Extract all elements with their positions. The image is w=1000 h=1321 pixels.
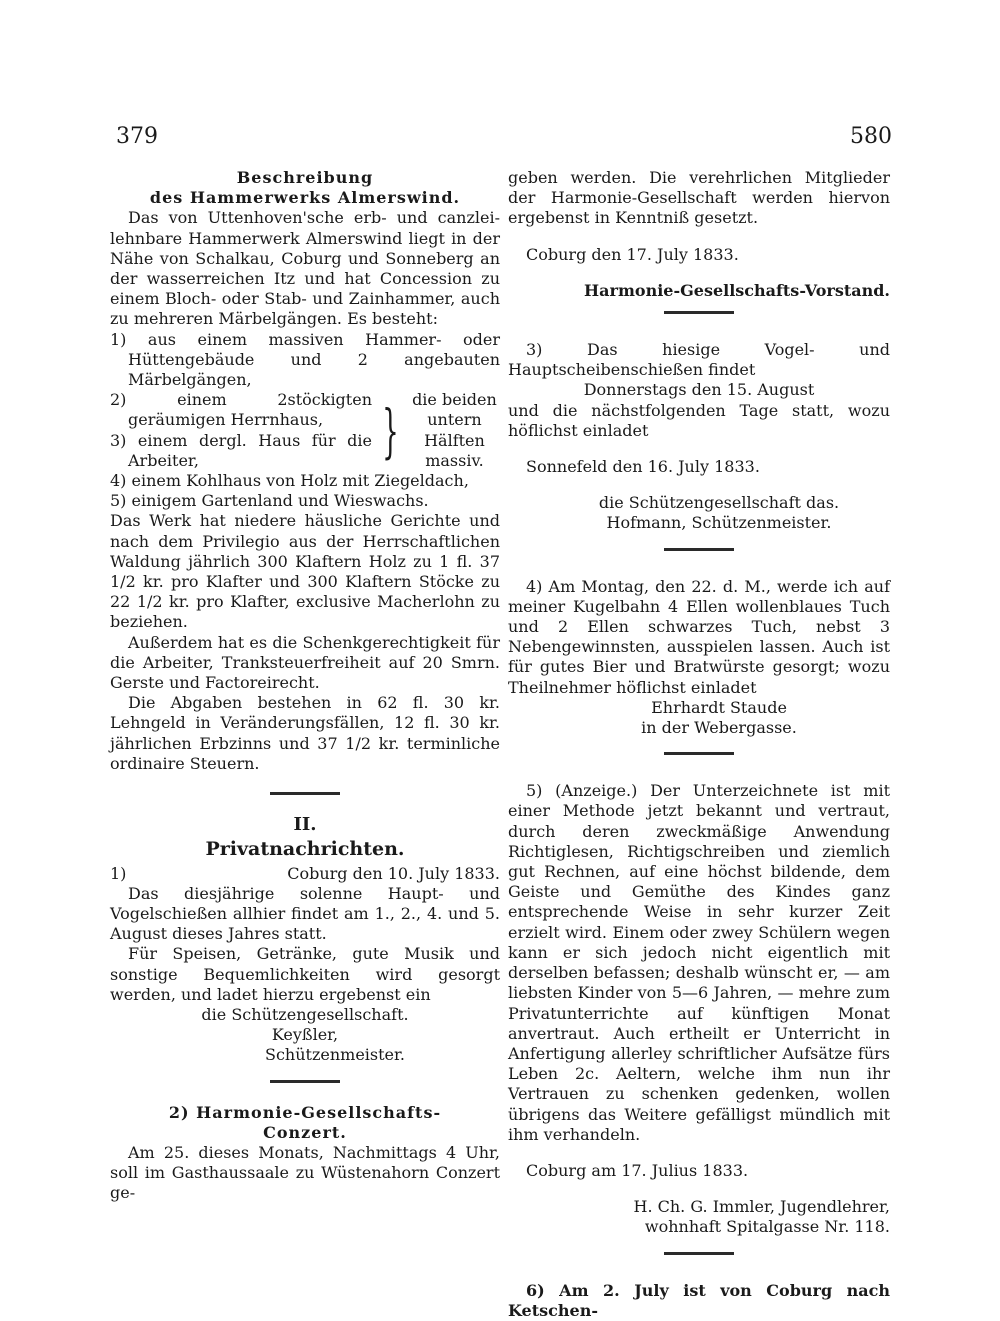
intro-paragraph: Das von Uttenhoven'sche erb- und canzlei-lehnbare Hammerwerk Almerswind liegt in der Nähe von Schalkau, Coburg und Sonneberg an der wasserreichen Itz und hat Concession zu einem Bloch- oder Stab- und Zainhammer, auch zu mehreren Märbelgängen. Es besteht: (110, 208, 500, 329)
divider-rule (270, 1080, 340, 1083)
list-item-1: 1) aus einem massiven Hammer- oder Hüttengebäude und 2 angebauten Märbelgängen, (110, 329, 500, 390)
notice-1-signature: die Schützengesellschaft. (201, 1004, 409, 1024)
divider-rule (664, 311, 734, 314)
notice-5-address: wohnhaft Spitalgasse Nr. 118. (644, 1217, 890, 1237)
page-number-right: 580 (850, 124, 892, 149)
paragraph-rights: Außerdem hat es die Schenkgerechtigkeit für die Arbeiter, Trankstеuerfreiheit auf 20 Smrn. Gerste und Factoreirecht. (110, 632, 500, 693)
notice-4-text: 4) Am Montag, den 22. d. M., werde ich auf meiner Kugelbahn 4 Ellen wollenblaues Tuch und 2 Ellen schwarzes Tuch, nebst 3 Nebengewinnsten, ausspielen lassen. Auch ist für gutes Bier und Bratwürste gesorgt; wozu Theilnehmer höflichst einladet (508, 576, 890, 697)
notice-4-address: in der Webergasse. (641, 718, 797, 738)
brace-note: die beiden untern Hälften massiv. (412, 390, 497, 470)
brace-group (110, 390, 500, 471)
notice-2-date: Coburg den 17. July 1833. (526, 244, 739, 264)
notice-2-title: 2) Harmonie-Gesellschafts- (168, 1102, 442, 1122)
divider-rule (664, 1252, 734, 1255)
section-number: II. (293, 814, 317, 836)
left-column (110, 168, 500, 1204)
list-item-5: 5) einigem Gartenland und Wieswachs. (110, 491, 429, 511)
article-heading: Beschreibung (236, 168, 374, 187)
notice-1-signer: Keyßler, (271, 1025, 339, 1045)
notice-1-text: Das diesjährige solenne Haupt- und Vogelschießen allhier findet am 1., 2., 4. und 5. August dieses Jahres statt. (110, 883, 500, 944)
notice-2-signature: Harmonie-Gesellschafts-Vorstand. (584, 280, 890, 300)
notice-1-header (110, 864, 500, 884)
notice-3-place-date: Sonnefeld den 16. July 1833. (526, 457, 760, 477)
notice-3-text: 3) Das hiesige Vogel- und Hauptscheibenschießen findet (508, 340, 890, 380)
notice-4-signer: Ehrhardt Staude (651, 697, 787, 717)
notice-5-signer: H. Ch. G. Immler, Jugendlehrer, (633, 1197, 890, 1217)
list-item-4: 4) einem Kohlhaus von Holz mit Ziegeldach, (110, 471, 469, 491)
divider-rule (270, 792, 340, 795)
notice-3-signer: Hofmann, Schützenmeister. (606, 513, 832, 533)
divider-rule (664, 548, 734, 551)
article-subheading: des Hammerwerks Almerswind. (149, 188, 461, 208)
notice-2-subtitle: Conzert. (263, 1122, 347, 1142)
notice-5-date: Coburg am 17. Julius 1833. (526, 1160, 749, 1180)
notice-5-text: 5) (Anzeige.) Der Unterzeichnete ist mit einer Methode jetzt bekannt und vertraut, durch deren zweckmäßige Anwendung Richtiglesen, Richtigschreiben und ziemlich gut Rechnen, auf eine höchst bildende, dem Geiste und Gemüthe des Kindes ganz entsprechende Weise in sehr kurzer Zeit erzielt wird. Einem oder zwey Schülern wegen kann er sich jedoch nicht eigentlich mit derselben befassen; deshalb wünscht er, — am liebsten Kinder von 5—6 Jahren, — mehre zum Privatunterrichte auf künftigen Monat anvertraut. Auch ertheilt er Unterricht in Anfertigung allerley schriftlicher Aufsätze fürs Leben 2c. Aeltern, welche ihm nun ihr Vertrauen zu schenken gedenken, wollen übrigens das Weitere gefälligst mündlich mit ihm verhandeln. (508, 781, 890, 1144)
divider-rule (664, 752, 734, 755)
list-item-3: 3) einem dergl. Haus für die Arbeiter, (110, 430, 372, 470)
notice-3-text-2: und die nächstfolgenden Tage statt, wozu höflichst einladet (508, 400, 890, 440)
notice-2-text: Am 25. dieses Monats, Nachmittags 4 Uhr, soll im Gasthaussaale zu Wüstenahorn Conzert ge- (110, 1142, 500, 1203)
section-title: Privatnachrichten. (205, 838, 405, 861)
notice-1-number: 1) (110, 863, 127, 883)
notice-3-date-line: Donnerstags den 15. August (583, 380, 815, 400)
notice-3-signature: die Schützengesellschaft das. (598, 493, 840, 513)
notice-1-text-2: Für Speisen, Getränke, gute Musik und sonstige Bequemlichkeiten wird gesorgt werden, und ladet hierzu ergebenst ein (110, 944, 500, 1004)
notice-1-date: Coburg den 10. July 1833. (287, 863, 500, 883)
notice-1-signer-title: Schützenmeister. (264, 1045, 405, 1065)
notice-2-continued: geben werden. Die verehrlichen Mitglieder der Harmonie-Gesellschaft werden hiervon ergebenst in Kenntniß gesetzt. (508, 168, 890, 228)
paragraph-privileges: Das Werk hat niedere häusliche Gerichte und nach dem Privilegio aus der Herrschaftlichen Waldung jährlich 300 Klaftern Holz zu 1 fl. 37 1/2 kr. pro Klafter und 300 Klaftern Stöcke zu 22 1/2 kr. pro Klafter, exclusive Macherlohn zu beziehen. (110, 511, 500, 632)
paragraph-taxes: Die Abgaben bestehen in 62 fl. 30 kr. Lehngeld in Veränderungsfällen, 12 fl. 30 kr. jährlichen Erbzinns und 37 1/2 kr. terminliche ordinaire Steuern. (110, 693, 500, 773)
notice-6-text: 6) Am 2. July ist von Coburg nach Ketschen- (508, 1280, 890, 1320)
page-number-left: 379 (116, 124, 158, 149)
right-column (508, 168, 890, 1321)
brace-symbol: } (382, 396, 399, 465)
list-item-2: 2) einem 2stöckigten geräumigen Herrnhaus, (110, 390, 372, 430)
